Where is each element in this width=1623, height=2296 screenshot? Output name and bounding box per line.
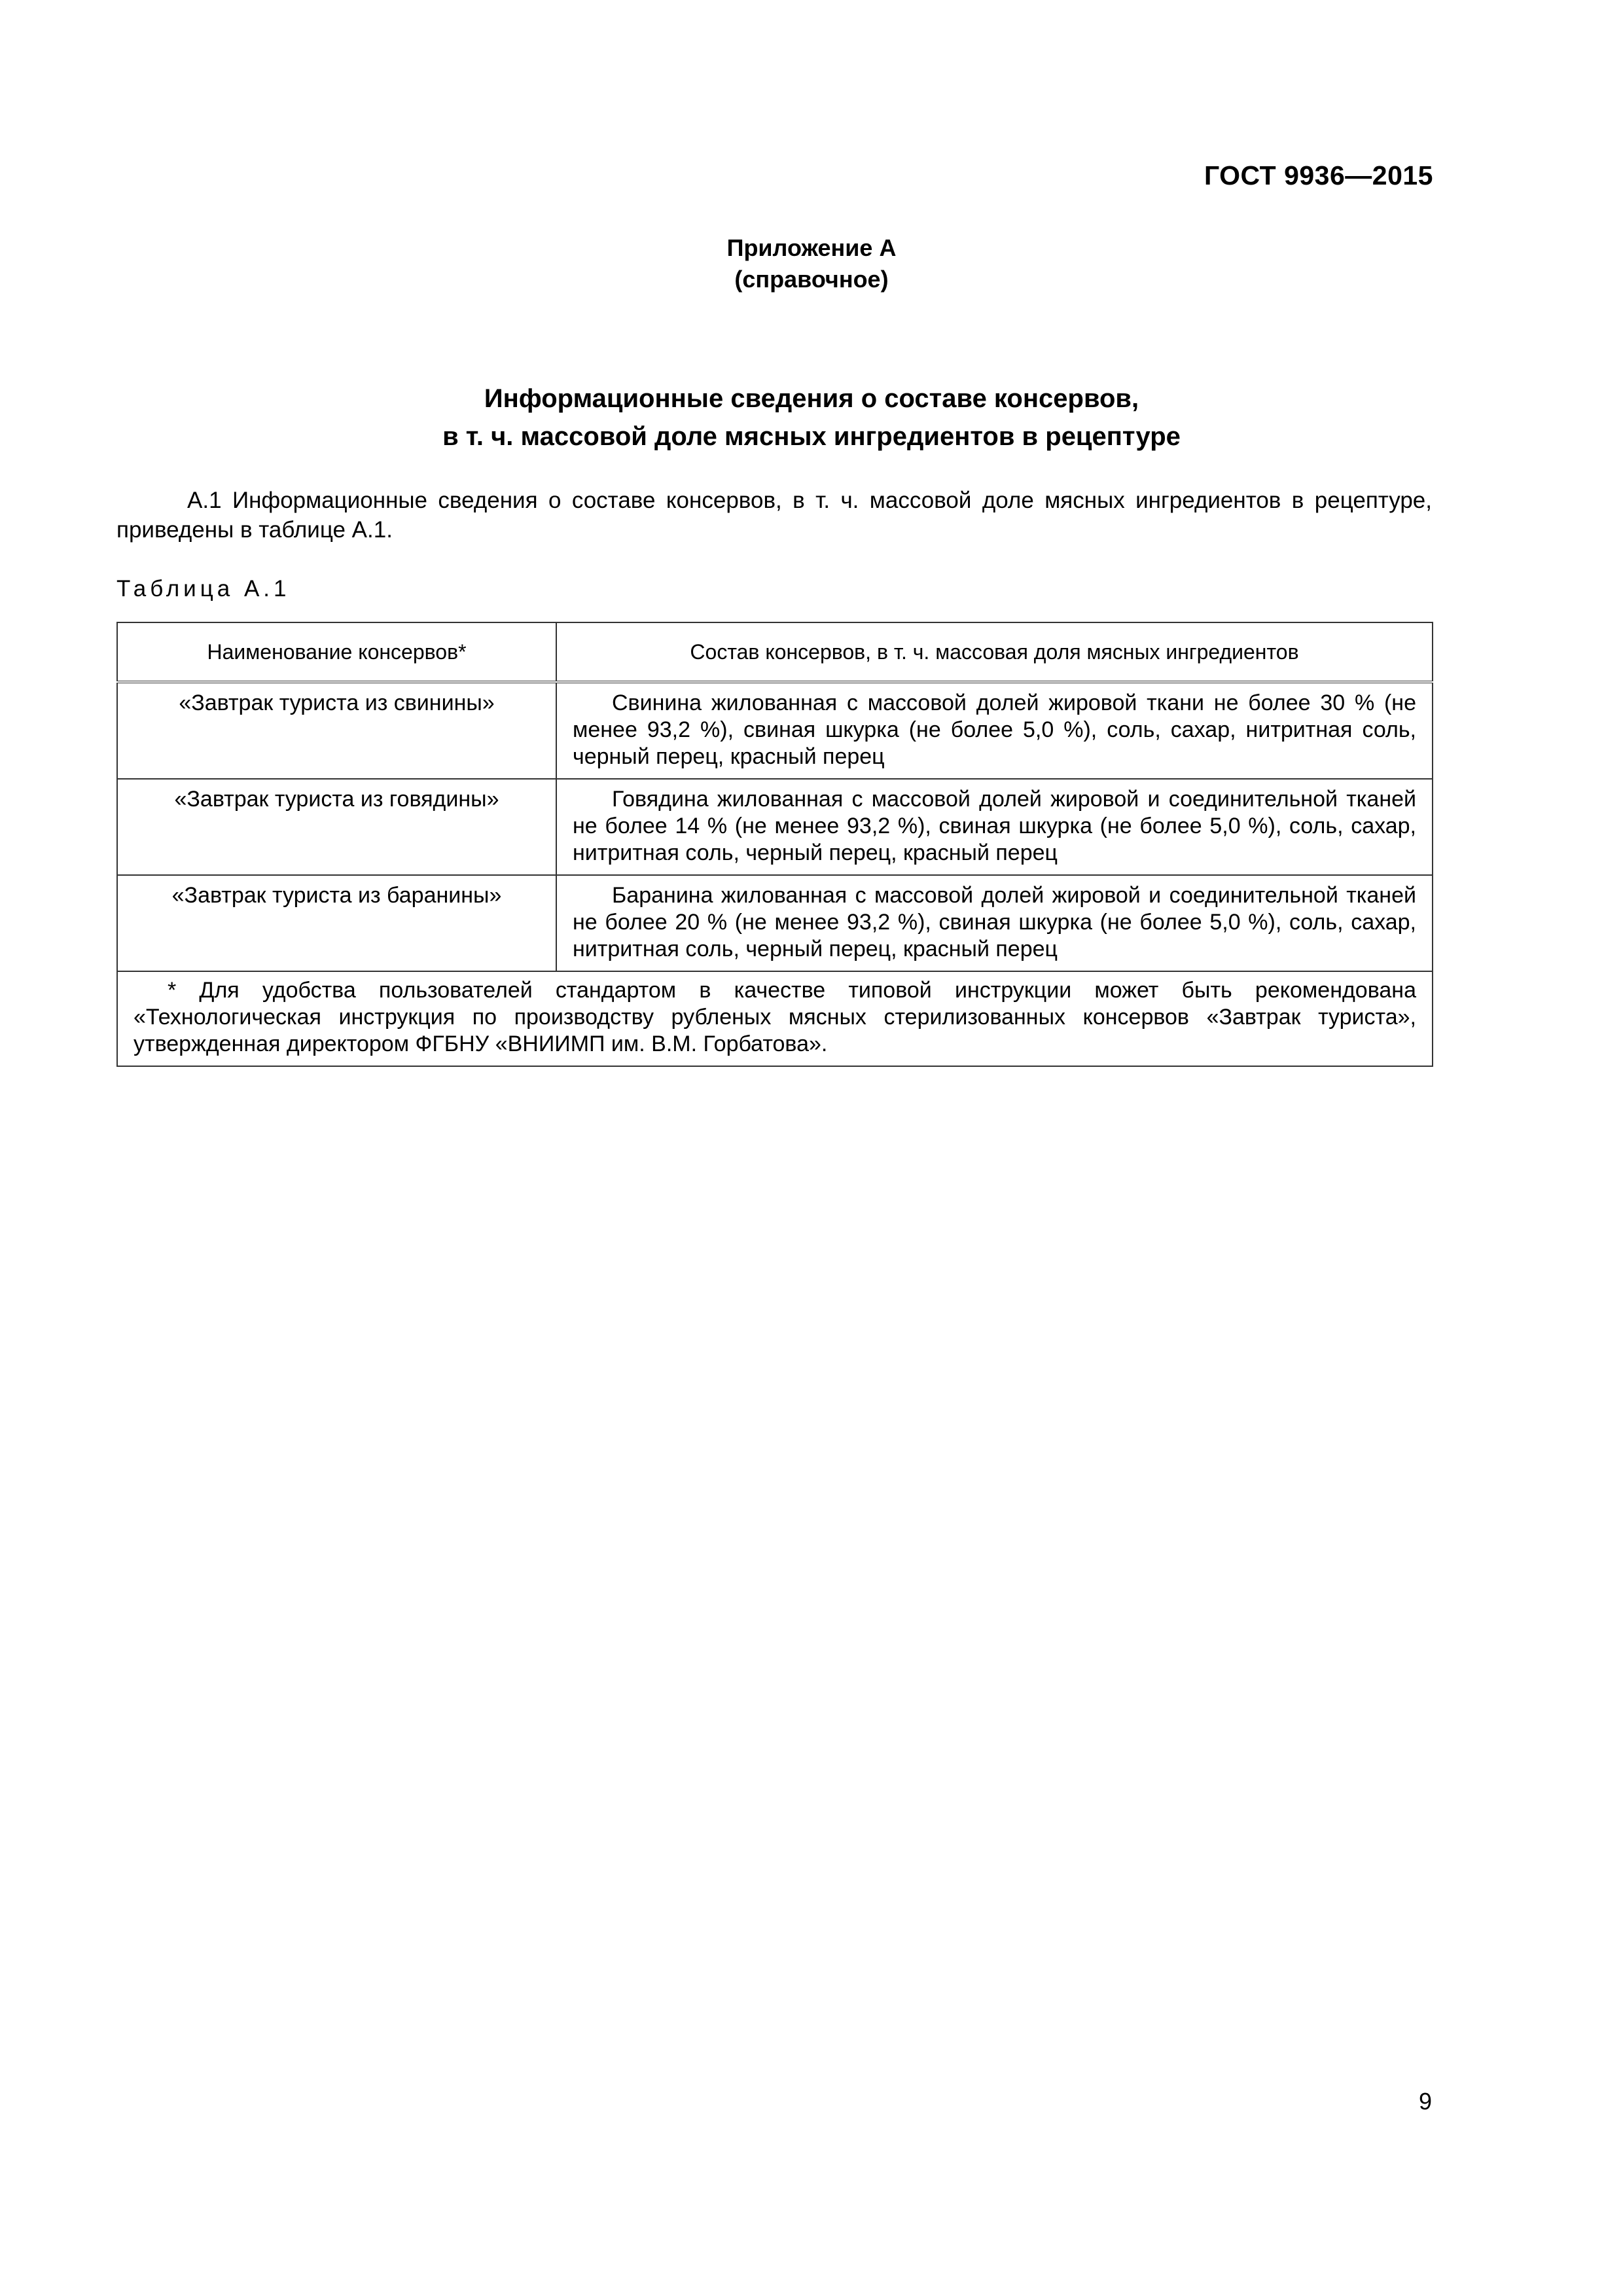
page-number: 9 bbox=[1418, 2088, 1432, 2115]
product-name-cell: «Завтрак туриста из свинины» bbox=[117, 682, 556, 779]
table-row bbox=[117, 875, 1433, 971]
table-header-row bbox=[117, 622, 1433, 682]
composition-cell: Свинина жилованная с массовой долей жировой ткани не более 30 % (не менее 93,2 %), свиная шкурка (не более 5,0 %), соль, сахар, нитритная соль, черный перец, красный перец bbox=[556, 682, 1433, 779]
table-caption: Таблица А.1 bbox=[116, 576, 291, 601]
appendix-type: (справочное) bbox=[734, 266, 889, 293]
section-heading-line-2: в т. ч. массовой доле мясных ингредиентов в рецептуре bbox=[442, 422, 1181, 451]
column-header-composition: Состав консервов, в т. ч. массовая доля мясных ингредиентов bbox=[556, 622, 1433, 682]
appendix-title bbox=[0, 232, 1623, 295]
table-row bbox=[117, 779, 1433, 875]
table-row bbox=[117, 682, 1433, 779]
standard-code: ГОСТ 9936—2015 bbox=[1204, 160, 1433, 190]
section-heading bbox=[0, 380, 1623, 456]
appendix-label: Приложение А bbox=[726, 234, 897, 261]
column-header-name: Наименование консервов* bbox=[117, 622, 556, 682]
table-footnote: * Для удобства пользователей стандартом в качестве типовой инструкции может быть рекомендована «Технологическая инструкция по производству рубленых мясных стерилизованных консервов «Завтрак туриста», утвержденная директором ФГБНУ «ВНИИМП им. В.М. Горбатова». bbox=[117, 971, 1433, 1066]
section-heading-line-1: Информационные сведения о составе консервов, bbox=[484, 384, 1139, 413]
composition-cell: Говядина жилованная с массовой долей жировой и соединительной тканей не более 14 % (не менее 93,2 %), свиная шкурка (не более 5,0 %), соль, сахар, нитритная соль, черный перец, красный перец bbox=[556, 779, 1433, 875]
composition-table bbox=[116, 622, 1433, 1067]
product-name-cell: «Завтрак туриста из баранины» bbox=[117, 875, 556, 971]
composition-cell: Баранина жилованная с массовой долей жировой и соединительной тканей не более 20 % (не менее 93,2 %), свиная шкурка (не более 5,0 %), соль, сахар, нитритная соль, черный перец, красный перец bbox=[556, 875, 1433, 971]
product-name-cell: «Завтрак туриста из говядины» bbox=[117, 779, 556, 875]
intro-paragraph: А.1 Информационные сведения о составе консервов, в т. ч. массовой доле мясных ингредиентов в рецептуре, приведены в таблице А.1. bbox=[116, 488, 1432, 543]
table-footnote-row bbox=[117, 971, 1433, 1066]
